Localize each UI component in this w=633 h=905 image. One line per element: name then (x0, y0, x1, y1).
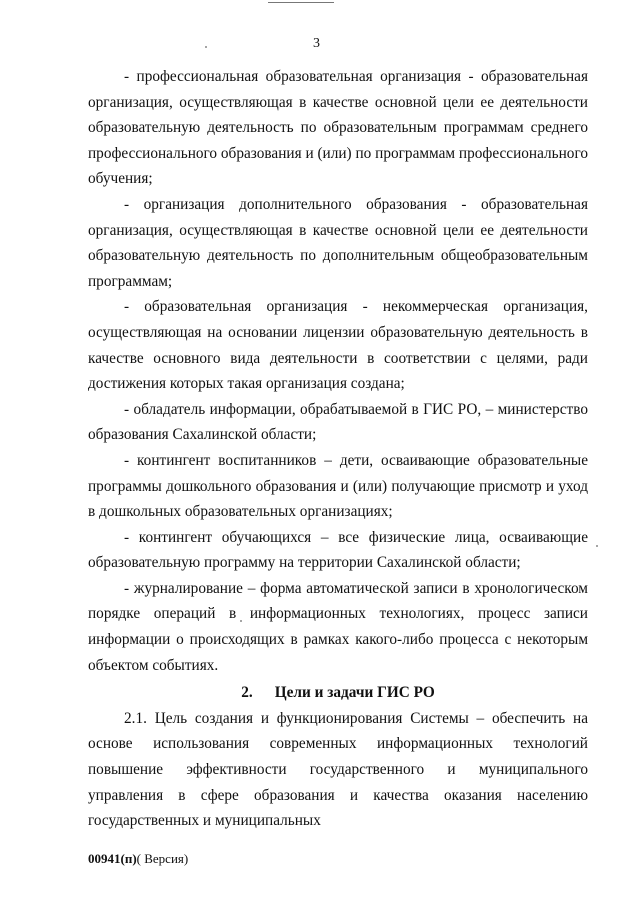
section-paragraph: 2.1. Цель создания и функционирования Системы – обеспечить на основе использования современных информационных технологий повышение эффективности государственного и муниципального управления в сфере образования и качества оказания населению государственных и муниципальных (88, 709, 588, 830)
scan-top-line (268, 2, 334, 3)
section-number: 2. (241, 684, 253, 702)
definition-paragraph: - контингент обучающихся – все физические лица, осваивающие образовательную программу на территории Сахалинской области; (88, 528, 588, 572)
definition-paragraph: - журналирование – форма автоматической записи в хронологическом порядке операций в информационных технологиях, процесс записи информации о происходящих в рамках какого-либо процесса с некоторым объектом событиях. (88, 579, 588, 674)
section-title: Цели и задачи ГИС РО (274, 684, 435, 702)
definition-paragraph: - образовательная организация - некоммерческая организация, осуществляющая на основании лицензии образовательную деятельность в качестве основного вида деятельности в соответствии с целями, ради достижения которых такая организация создана; (88, 298, 588, 393)
document-footer (88, 851, 188, 867)
definition-paragraph: - контингент воспитанников – дети, осваивающие образовательные программы дошкольного образования и (или) получающие присмотр и уход в дошкольных образовательных организациях; (88, 451, 588, 521)
document-version: ( Версия) (136, 851, 189, 866)
definition-paragraph: - профессиональная образовательная организация - образовательная организация, осуществляющая в качестве основной цели ее деятельности образовательную деятельность по образовательным программам среднего профессионального образования и (или) по программам профессионального обучения; (88, 68, 588, 188)
section-heading (88, 680, 588, 706)
page-number: 3 (313, 36, 320, 51)
scan-speck (596, 545, 598, 547)
definition-paragraph: - организация дополнительного образования - образовательная организация, осуществляющая в качестве основной цели ее деятельности образовательную деятельность по дополнительным общеобразовательным программам; (88, 195, 588, 290)
definition-paragraph: - обладатель информации, обрабатываемой в ГИС РО, – министерство образования Сахалинской области; (88, 400, 588, 444)
document-code: 00941(п) (88, 851, 137, 866)
document-body (88, 64, 588, 834)
